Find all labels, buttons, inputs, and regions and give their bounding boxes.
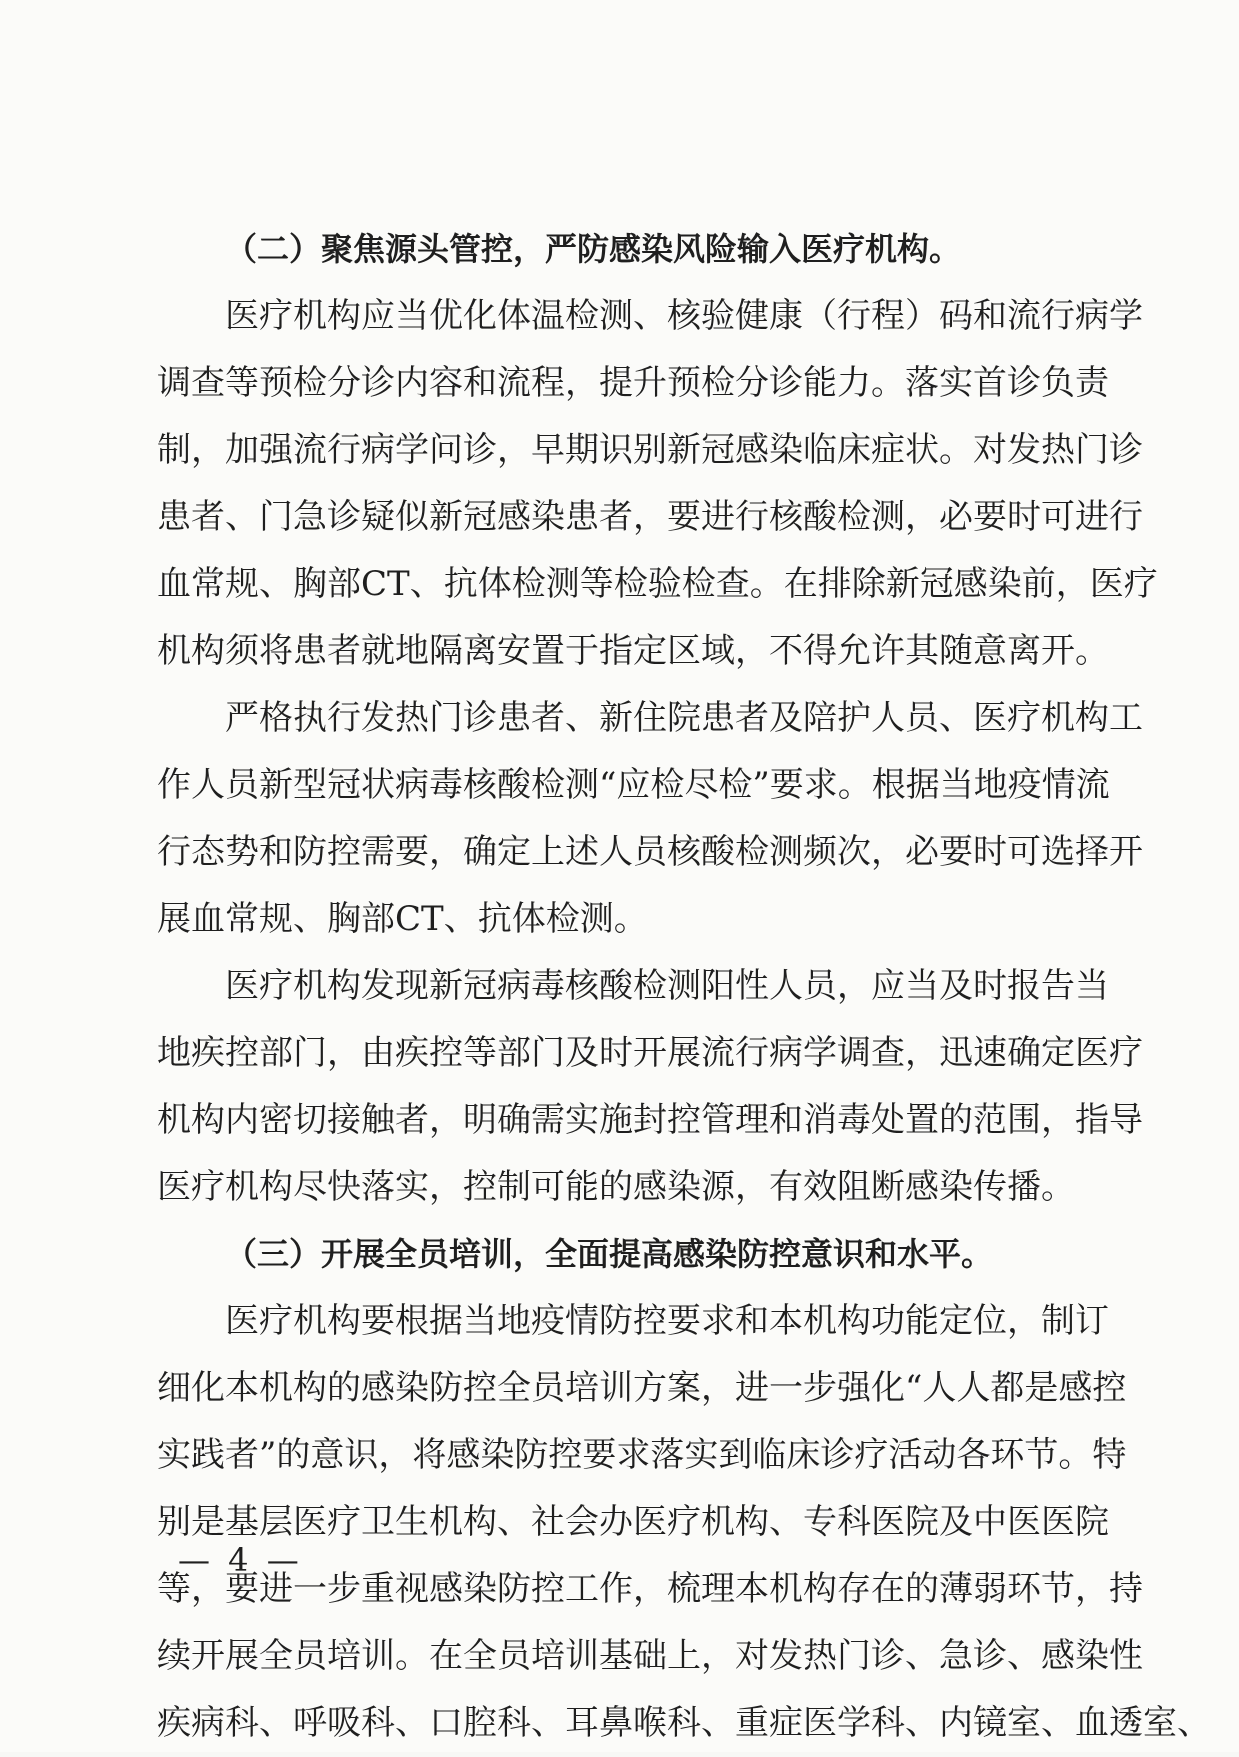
document-body — [157, 216, 1211, 1757]
paragraph-line: 实践者”的意识，将感染防控要求落实到临床诊疗活动各环节。特 — [157, 1435, 1127, 1475]
paragraph-line: 医疗机构要根据当地疫情防控要求和本机构功能定位，制订 — [225, 1301, 1109, 1341]
section-heading-2: （二）聚焦源头管控，严防感染风险输入医疗机构。 — [225, 230, 962, 268]
paragraph-line: 别是基层医疗卫生机构、社会办医疗机构、专科医院及中医医院 — [157, 1502, 1109, 1542]
paragraph-line: 细化本机构的感染防控全员培训方案，进一步强化“人人都是感控 — [157, 1368, 1127, 1408]
paragraph-line: 行态势和防控需要，确定上述人员核酸检测频次，必要时可选择开 — [157, 832, 1143, 872]
paragraph-line: 地疾控部门，由疾控等部门及时开展流行病学调查，迅速确定医疗 — [157, 1033, 1143, 1073]
paragraph-line: 疾病科、呼吸科、口腔科、耳鼻喉科、重症医学科、内镜室、血透室、 — [157, 1703, 1211, 1743]
paragraph-line: 作人员新型冠状病毒核酸检测“应检尽检”要求。根据当地疫情流 — [157, 765, 1110, 805]
paragraph-line: 制，加强流行病学问诊，早期识别新冠感染临床症状。对发热门诊 — [157, 430, 1143, 470]
paragraph-line: 调查等预检分诊内容和流程，提升预检分诊能力。落实首诊负责 — [157, 363, 1109, 403]
section-heading-3: （三）开展全员培训，全面提高感染防控意识和水平。 — [225, 1235, 994, 1273]
paragraph-line: 医疗机构尽快落实，控制可能的感染源，有效阻断感染传播。 — [157, 1167, 1075, 1207]
paragraph-line: 血常规、胸部CT、抗体检测等检验检查。在排除新冠感染前，医疗 — [157, 564, 1158, 604]
paragraph-line: 机构内密切接触者，明确需实施封控管理和消毒处置的范围，指导 — [157, 1100, 1143, 1140]
paragraph-line: 患者、门急诊疑似新冠感染患者，要进行核酸检测，必要时可进行 — [157, 497, 1143, 537]
paragraph-line: 等，要进一步重视感染防控工作，梳理本机构存在的薄弱环节，持 — [157, 1569, 1143, 1609]
paragraph-line: 医疗机构发现新冠病毒核酸检测阳性人员，应当及时报告当 — [225, 966, 1109, 1006]
paragraph-line: 严格执行发热门诊患者、新住院患者及陪护人员、医疗机构工 — [225, 698, 1143, 738]
paragraph-line: 展血常规、胸部CT、抗体检测。 — [157, 899, 648, 939]
paragraph-line: 续开展全员培训。在全员培训基础上，对发热门诊、急诊、感染性 — [157, 1636, 1143, 1676]
paragraph-line: 医疗机构应当优化体温检测、核验健康（行程）码和流行病学 — [225, 296, 1143, 336]
paragraph-line: 机构须将患者就地隔离安置于指定区域，不得允许其随意离开。 — [157, 631, 1109, 671]
page-number: — 4 — — [178, 1541, 303, 1579]
